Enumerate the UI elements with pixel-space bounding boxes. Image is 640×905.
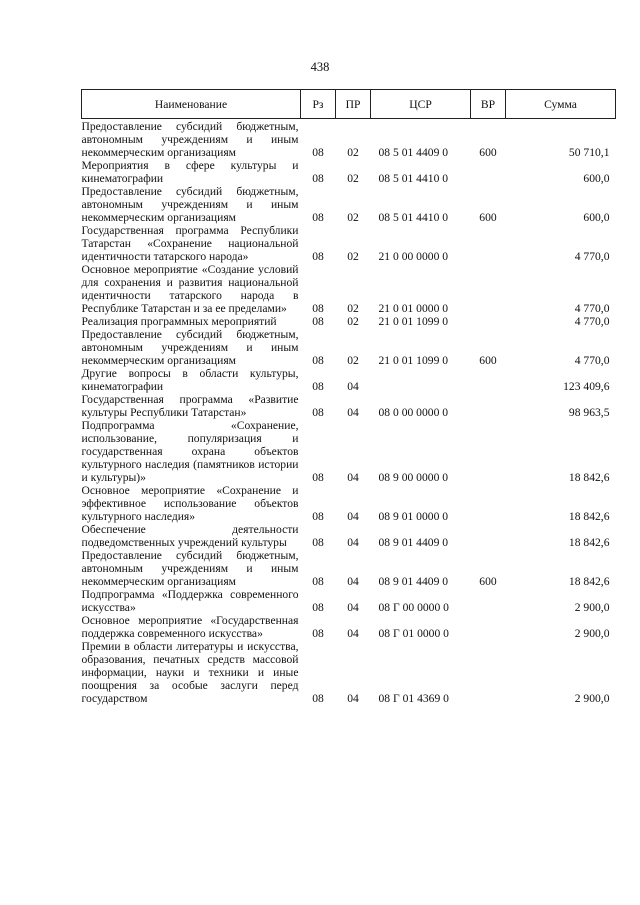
- page-number: 438: [310, 60, 330, 74]
- row-csr: 08 9 01 0000 0: [378, 510, 449, 523]
- row-sum: 4 770,0: [574, 302, 610, 315]
- row-sum: 4 770,0: [574, 354, 610, 367]
- table-row: [82, 614, 616, 640]
- row-pr: 04: [347, 406, 359, 419]
- table-row: [82, 119, 616, 160]
- row-name: Основное мероприятие «Создание условий для сохранения и развития национальной идентичности татарского народа в Республике Татарстан и за ее пределами»: [81, 263, 299, 315]
- table-row: [82, 549, 616, 588]
- row-pr: 02: [347, 211, 359, 224]
- header-name: Наименование: [82, 90, 301, 119]
- row-name: Подпрограмма «Поддержка современного искусства»: [81, 588, 299, 614]
- row-name: Основное мероприятие «Сохранение и эффективное использование объектов культурного наследия»: [81, 484, 299, 523]
- row-pr: 04: [347, 692, 359, 705]
- row-rz: 08: [312, 471, 324, 484]
- row-vr: [471, 263, 506, 315]
- table-row: [82, 393, 616, 419]
- row-rz: 08: [312, 510, 324, 523]
- row-rz: 08: [312, 536, 324, 549]
- row-rz: 08: [312, 250, 324, 263]
- row-csr: 08 Г 01 0000 0: [378, 627, 449, 640]
- row-name: Премии в области литературы и искусства, образования, печатных средств массовой информации, науки и техники и иные поощрения за особые заслуги перед государством: [81, 640, 299, 705]
- row-csr: 08 9 01 4409 0: [378, 536, 449, 549]
- row-pr: 04: [347, 510, 359, 523]
- row-vr: [471, 588, 506, 614]
- row-vr: [471, 367, 506, 393]
- row-csr: 08 5 01 4410 0: [378, 211, 449, 224]
- header-sum: Сумма: [506, 90, 616, 119]
- row-pr: 02: [347, 315, 359, 328]
- row-name: Предоставление субсидий бюджетным, автономным учреждениям и иным некоммерческим организациям: [81, 328, 299, 367]
- row-sum: 18 842,6: [568, 510, 610, 523]
- row-pr: 04: [347, 536, 359, 549]
- row-sum: 2 900,0: [574, 627, 610, 640]
- row-name: Обеспечение деятельности подведомственных учреждений культуры: [81, 523, 299, 549]
- row-csr: 08 5 01 4409 0: [378, 146, 449, 159]
- row-rz: 08: [312, 172, 324, 185]
- table-row: [82, 263, 616, 315]
- row-vr: [471, 419, 506, 484]
- row-pr: 02: [347, 146, 359, 159]
- row-rz: 08: [312, 380, 324, 393]
- row-csr: 08 Г 01 4369 0: [378, 692, 449, 705]
- row-pr: 04: [347, 380, 359, 393]
- table-row: [82, 224, 616, 263]
- budget-table: [81, 89, 616, 705]
- row-name: Реализация программных мероприятий: [81, 315, 277, 328]
- table-row: [82, 367, 616, 393]
- row-vr: 600: [479, 354, 497, 367]
- table-header-row: [82, 90, 616, 119]
- row-pr: 04: [347, 471, 359, 484]
- row-rz: 08: [312, 692, 324, 705]
- row-csr: 21 0 01 1099 0: [378, 354, 449, 367]
- row-name: Предоставление субсидий бюджетным, автономным учреждениям и иным некоммерческим организациям: [81, 185, 299, 224]
- row-rz: 08: [312, 575, 324, 588]
- row-vr: [471, 224, 506, 263]
- row-csr: 08 9 01 4409 0: [378, 575, 449, 588]
- row-csr: [371, 367, 471, 393]
- header-vr: ВР: [471, 90, 506, 119]
- row-name: Государственная программа Республики Татарстан «Сохранение национальной идентичности татарского народа»: [81, 224, 299, 263]
- row-sum: 18 842,6: [568, 536, 610, 549]
- row-pr: 04: [347, 627, 359, 640]
- row-name: Предоставление субсидий бюджетным, автономным учреждениям и иным некоммерческим организациям: [81, 120, 299, 159]
- row-sum: 4 770,0: [574, 315, 610, 328]
- row-pr: 04: [347, 575, 359, 588]
- table-row: [82, 523, 616, 549]
- row-sum: 600,0: [583, 211, 610, 224]
- row-rz: 08: [312, 315, 324, 328]
- table-row: [82, 328, 616, 367]
- table-row: [82, 419, 616, 484]
- table-row: [82, 159, 616, 185]
- row-csr: 08 0 00 0000 0: [378, 406, 449, 419]
- row-rz: 08: [312, 601, 324, 614]
- row-vr: 600: [479, 575, 497, 588]
- table-row: [82, 315, 616, 328]
- header-rz: Рз: [301, 90, 336, 119]
- row-sum: 2 900,0: [574, 692, 610, 705]
- row-name: Другие вопросы в области культуры, кинематографии: [81, 367, 299, 393]
- row-vr: 600: [479, 211, 497, 224]
- row-vr: [471, 640, 506, 705]
- header-pr: ПР: [336, 90, 371, 119]
- row-vr: [471, 393, 506, 419]
- row-name: Мероприятия в сфере культуры и кинематографии: [81, 159, 299, 185]
- row-pr: 02: [347, 302, 359, 315]
- row-sum: 4 770,0: [574, 250, 610, 263]
- row-csr: 08 9 00 0000 0: [378, 471, 449, 484]
- row-name: Государственная программа «Развитие культуры Республики Татарстан»: [81, 393, 299, 419]
- row-pr: 02: [347, 354, 359, 367]
- row-csr: 21 0 01 0000 0: [378, 302, 449, 315]
- row-rz: 08: [312, 406, 324, 419]
- row-csr: 08 Г 00 0000 0: [378, 601, 449, 614]
- table-row: [82, 588, 616, 614]
- row-name: Предоставление субсидий бюджетным, автономным учреждениям и иным некоммерческим организациям: [81, 549, 299, 588]
- table-row: [82, 640, 616, 705]
- row-csr: 21 0 00 0000 0: [378, 250, 449, 263]
- row-rz: 08: [312, 627, 324, 640]
- row-vr: [471, 484, 506, 523]
- row-vr: [471, 159, 506, 185]
- row-sum: 123 409,6: [563, 380, 610, 393]
- row-name: Основное мероприятие «Государственная поддержка современного искусства»: [81, 614, 299, 640]
- row-rz: 08: [312, 146, 324, 159]
- row-vr: [471, 315, 506, 328]
- row-pr: 02: [347, 172, 359, 185]
- row-sum: 98 963,5: [568, 406, 610, 419]
- row-rz: 08: [312, 302, 324, 315]
- row-vr: 600: [479, 146, 497, 159]
- header-csr: ЦСР: [371, 90, 471, 119]
- row-sum: 50 710,1: [568, 146, 610, 159]
- row-pr: 02: [347, 250, 359, 263]
- row-name: Подпрограмма «Сохранение, использование, популяризация и государственная охрана объектов культурного наследия (памятников истории и культуры)»: [81, 419, 299, 484]
- row-sum: 600,0: [583, 172, 610, 185]
- row-rz: 08: [312, 354, 324, 367]
- row-rz: 08: [312, 211, 324, 224]
- row-csr: 21 0 01 1099 0: [378, 315, 449, 328]
- row-sum: 2 900,0: [574, 601, 610, 614]
- table-row: [82, 185, 616, 224]
- row-vr: [471, 523, 506, 549]
- row-sum: 18 842,6: [568, 471, 610, 484]
- row-pr: 04: [347, 601, 359, 614]
- row-csr: 08 5 01 4410 0: [378, 172, 449, 185]
- table-row: [82, 484, 616, 523]
- row-sum: 18 842,6: [568, 575, 610, 588]
- row-vr: [471, 614, 506, 640]
